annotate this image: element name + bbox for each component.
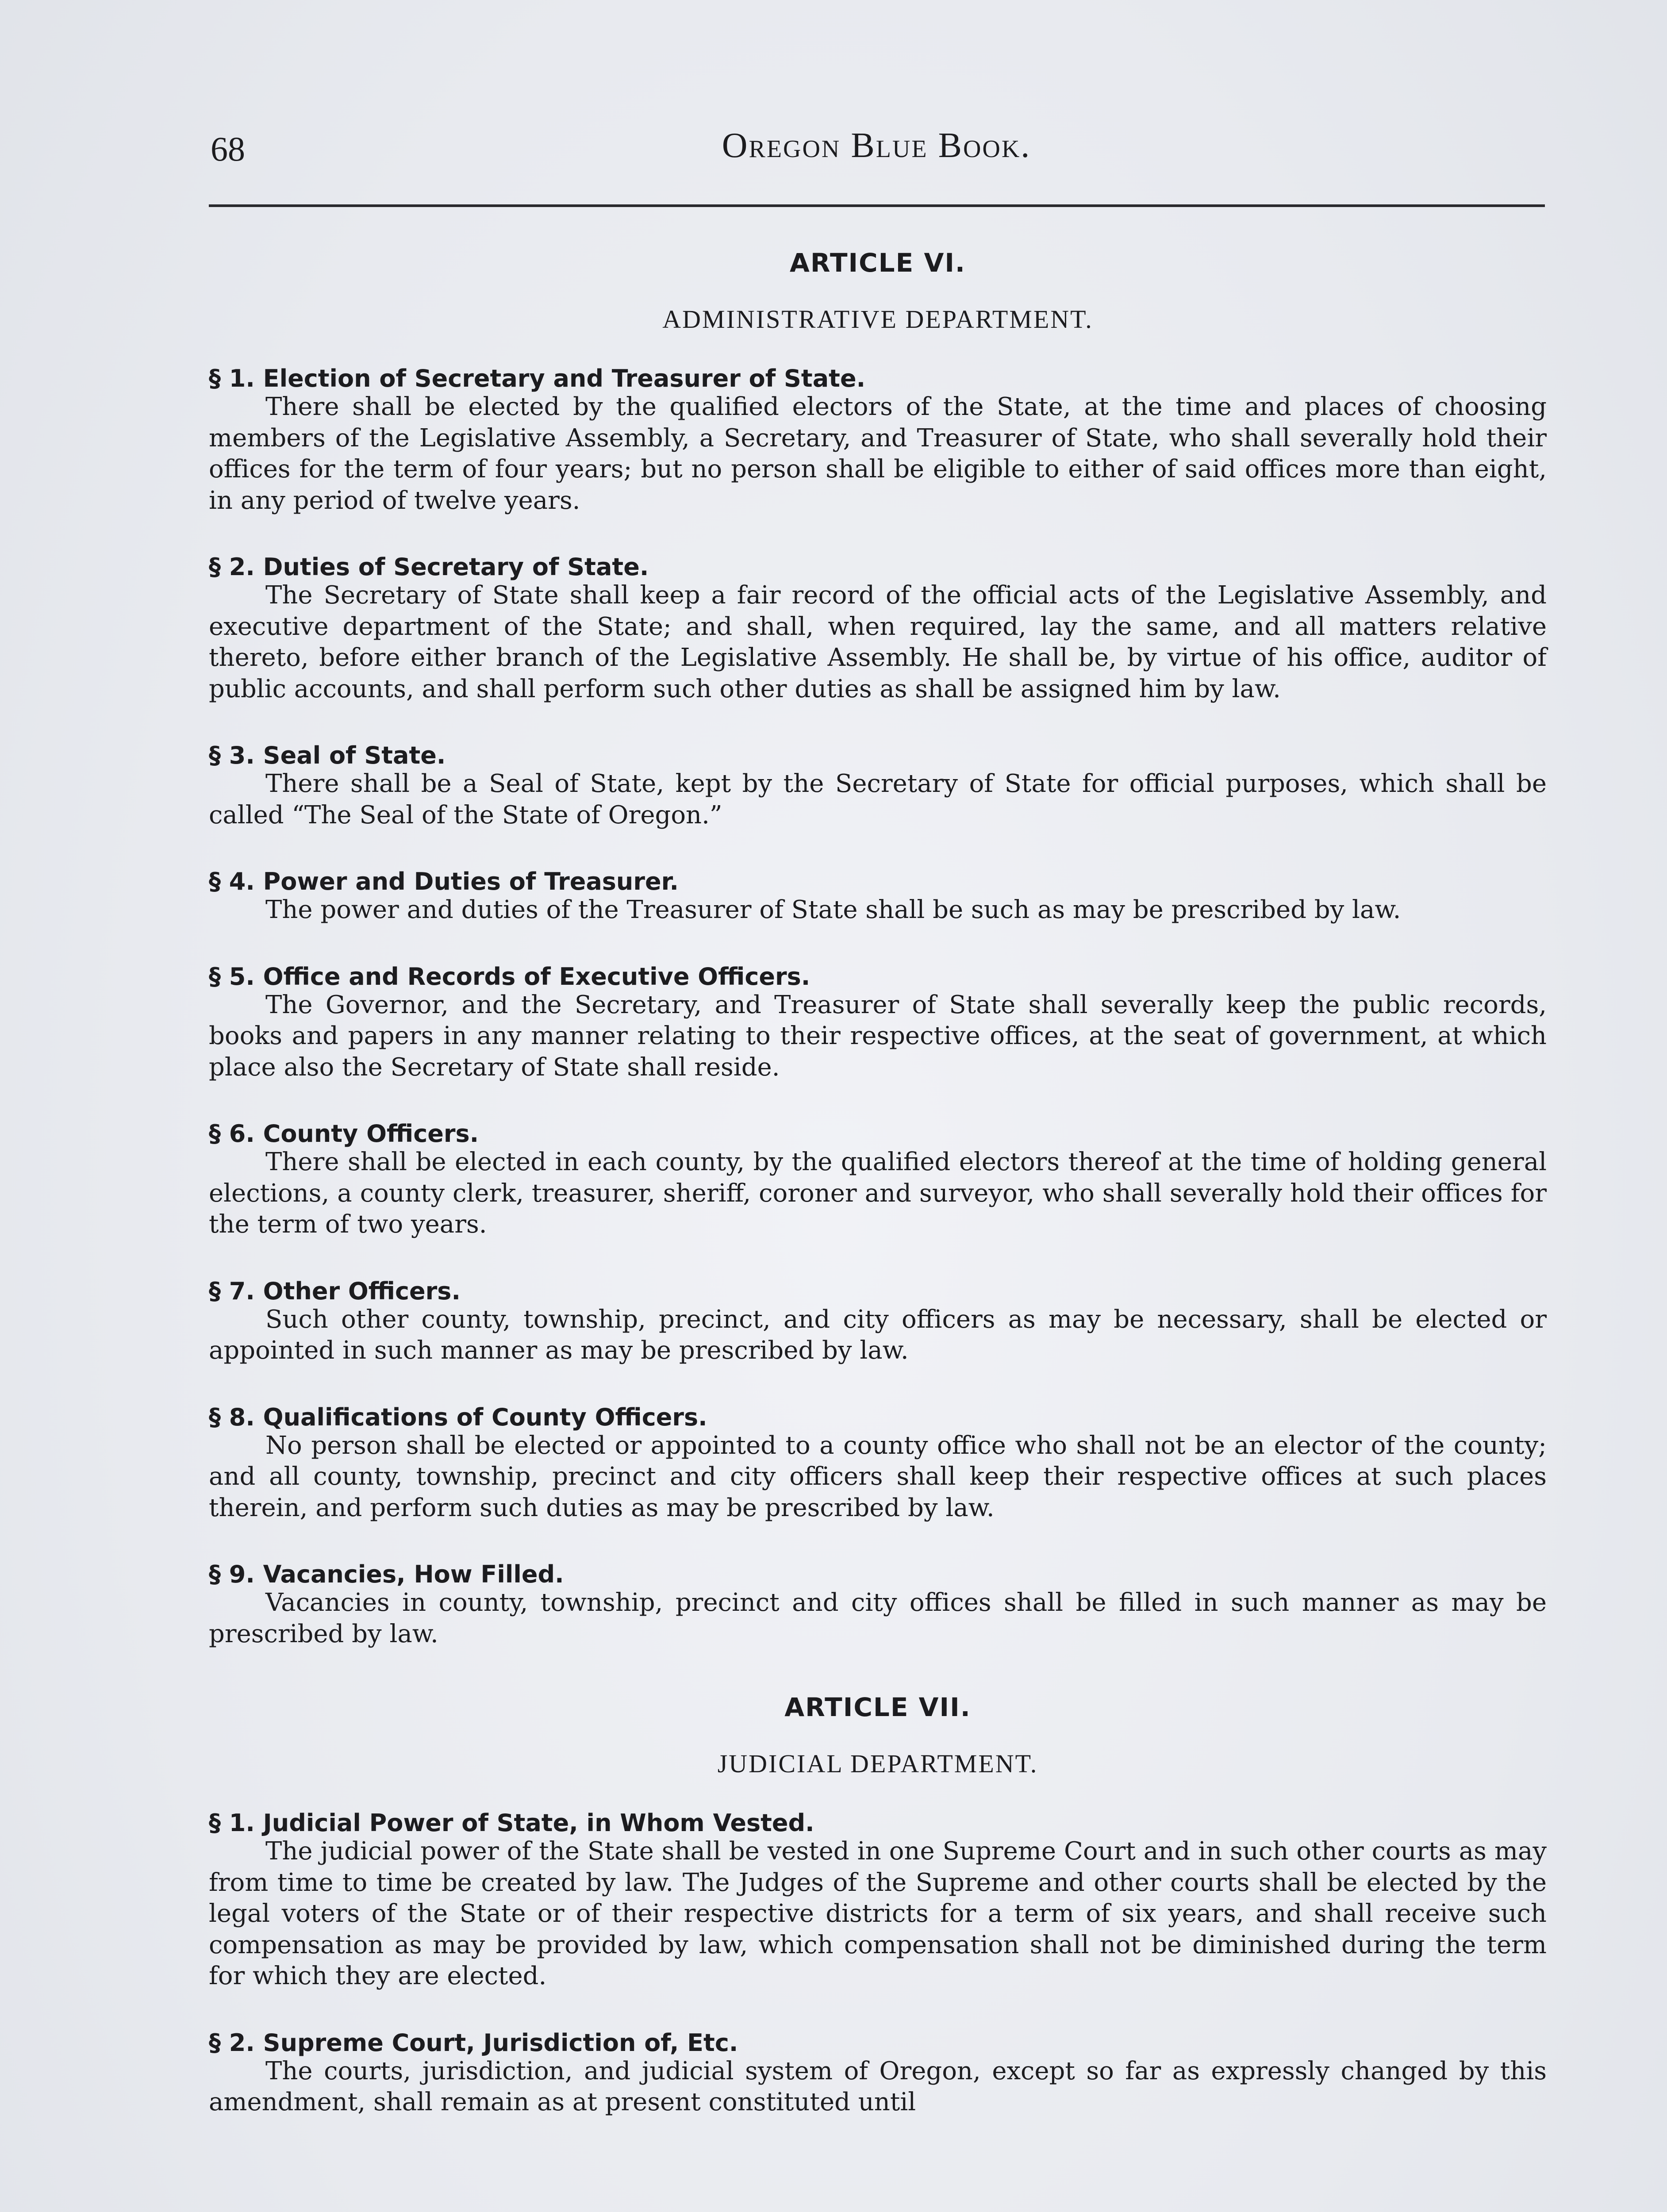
section <box>209 2030 1547 2118</box>
article-7 <box>209 1692 1547 2118</box>
section <box>209 1279 1547 1367</box>
section-body: The Governor, and the Secretary, and Treasurer of State shall severally keep the public records, books and papers in any manner relating to their respective offices, at the seat of government, at which place also the Secretary of State shall reside. <box>209 990 1547 1082</box>
book-title: Oregon Blue Book. <box>722 126 1031 165</box>
section <box>209 964 1547 1083</box>
header-rule <box>209 204 1545 207</box>
section-body: No person shall be elected or appointed to a county office who shall not be an elector of the county; and all county, township, precinct and city officers shall keep their respective offices at such places therein, and perform such duties as may be prescribed by law. <box>209 1431 1547 1522</box>
section <box>209 869 1547 926</box>
page-number: 68 <box>211 130 245 168</box>
section-heading: § 8. Qualifications of County Officers. <box>209 1403 707 1431</box>
department-title: ADMINISTRATIVE DEPARTMENT. <box>662 305 1093 334</box>
section-body: Such other county, township, precinct, and city officers as may be necessary, shall be elected or appointed in such manner as may be prescribed by law. <box>209 1305 1547 1365</box>
article-gap <box>209 1688 1547 1692</box>
section-heading: § 1. Judicial Power of State, in Whom Vested. <box>209 1809 814 1837</box>
section-heading: § 6. County Officers. <box>209 1120 479 1148</box>
section-body: The courts, jurisdiction, and judicial system of Oregon, except so far as expressly changed by this amendment, shall remain as at present constituted until <box>209 2056 1547 2116</box>
section <box>209 1562 1547 1650</box>
article-heading: ARTICLE VI. <box>790 248 966 278</box>
section <box>209 1810 1547 1992</box>
section <box>209 554 1547 705</box>
section-heading: § 3. Seal of State. <box>209 741 446 769</box>
running-head <box>211 119 1542 173</box>
section-body: The judicial power of the State shall be vested in one Supreme Court and in such other courts as may from time to time be created by law. The Judges of the Supreme and other courts shall be elected by the legal voters of the State or of their respective districts for a term of six years, and shall receive such compensation as may be provided by law, which compensation shall not be diminished during the term for which they are elected. <box>209 1837 1547 1990</box>
section-heading: § 1. Election of Secretary and Treasurer of State. <box>209 365 866 392</box>
section-heading: § 5. Office and Records of Executive Officers. <box>209 962 810 991</box>
section-heading: § 2. Duties of Secretary of State. <box>209 553 649 581</box>
department-title: JUDICIAL DEPARTMENT. <box>717 1749 1038 1778</box>
article-6 <box>209 248 1547 1650</box>
section-body: There shall be a Seal of State, kept by the Secretary of State for official purposes, which shall be called “The Seal of the State of Oregon.” <box>209 769 1547 830</box>
section-heading: § 2. Supreme Court, Jurisdiction of, Etc. <box>209 2028 738 2057</box>
article-heading: ARTICLE VII. <box>784 1692 971 1722</box>
section-body: There shall be elected by the qualified electors of the State, at the time and places of choosing members of the Legislative Assembly, a Secretary, and Treasurer of State, who shall severally hold their offices for the term of four years; but no person shall be eligible to either of said offices more than eight, in any period of twelve years. <box>209 392 1547 515</box>
section-body: The power and duties of the Treasurer of State shall be such as may be prescribed by law. <box>265 895 1401 924</box>
section <box>209 743 1547 831</box>
section-heading: § 7. Other Officers. <box>209 1277 461 1305</box>
section-body: Vacancies in county, township, precinct and city offices shall be filled in such manner as may be prescribed by law. <box>209 1588 1547 1648</box>
section-heading: § 4. Power and Duties of Treasurer. <box>209 868 679 895</box>
section-body: There shall be elected in each county, by the qualified electors thereof at the time of holding general elections, a county clerk, treasurer, sheriff, coroner and surveyor, who shall severally hold their offices for the term of two years. <box>209 1148 1547 1239</box>
section-body: The Secretary of State shall keep a fair record of the official acts of the Legislative Assembly, and executive department of the State; and shall, when required, lay the same, and all matters relative thereto, before either branch of the Legislative Assembly. He shall be, by virtue of his office, auditor of public accounts, and shall perform such other duties as shall be assigned him by law. <box>209 581 1547 703</box>
section <box>209 1121 1547 1240</box>
section-heading: § 9. Vacancies, How Filled. <box>209 1560 564 1588</box>
section <box>209 1405 1547 1524</box>
page-content <box>209 248 1547 2156</box>
section <box>209 366 1547 516</box>
